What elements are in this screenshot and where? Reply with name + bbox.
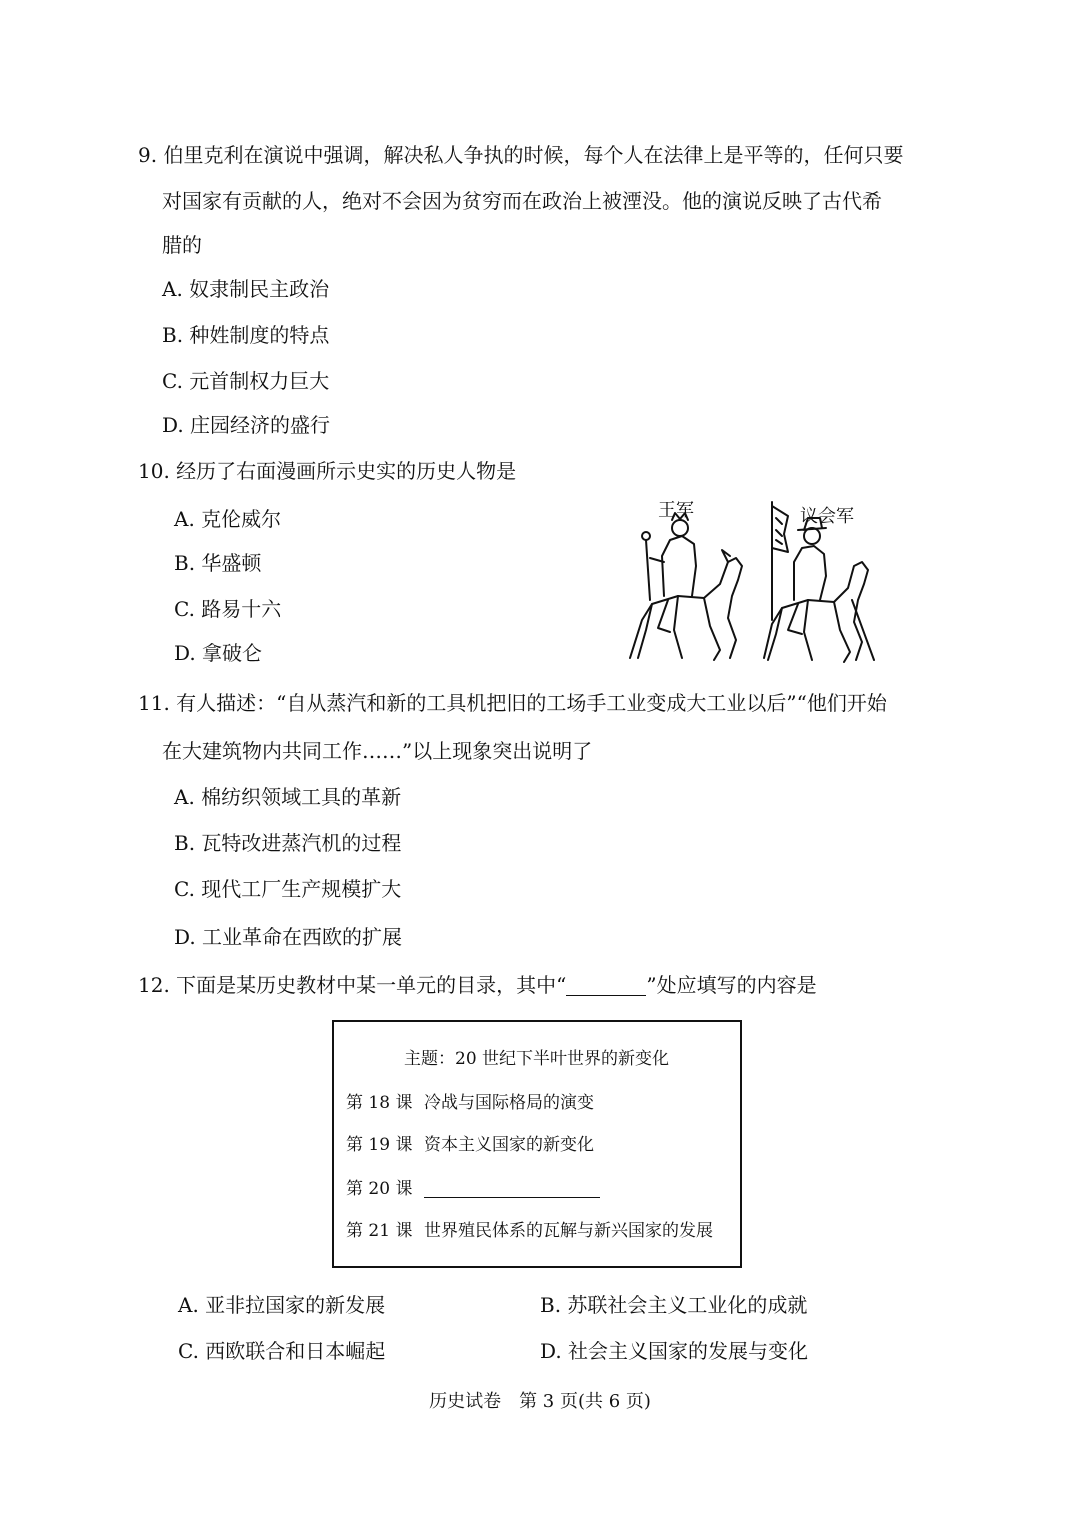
toc-row-18-num: 第 18 课 <box>346 1093 413 1113</box>
toc-row-19-text: 资本主义国家的新变化 <box>424 1135 594 1155</box>
civil-war-cartoon <box>612 500 884 670</box>
q12-option-d: D. 社会主义国家的发展与变化 <box>540 1339 809 1363</box>
q11-option-b: B. 瓦特改进蒸汽机的过程 <box>174 831 402 855</box>
q10-option-a: A. 克伦威尔 <box>174 507 282 531</box>
cartoon-label-parliament-army: 议会军 <box>800 506 854 527</box>
q12-stem-after: ”处应填写的内容是 <box>646 973 817 997</box>
q9-option-c: C. 元首制权力巨大 <box>162 369 330 393</box>
toc-row-21 <box>346 1220 713 1242</box>
q9-stem-line3: 腊的 <box>162 233 202 257</box>
toc-row-19 <box>346 1134 594 1156</box>
q12-stem-before: 12. 下面是某历史教材中某一单元的目录，其中“ <box>138 973 567 997</box>
q11-stem-line1: 11. 有人描述：“自从蒸汽和新的工具机把旧的工场手工业变成大工业以后”“他们开始 <box>138 691 887 715</box>
page-footer: 历史试卷 第 3 页(共 6 页) <box>429 1391 651 1412</box>
q9-option-a: A. 奴隶制民主政治 <box>162 277 330 301</box>
q10-option-d: D. 拿破仑 <box>174 641 263 665</box>
q10-stem: 10. 经历了右面漫画所示史实的历史人物是 <box>138 459 517 483</box>
cartoon-horsemen-drawing <box>612 500 884 670</box>
toc-row-20 <box>346 1178 600 1200</box>
unit-contents-box <box>332 1020 742 1268</box>
q12-option-b: B. 苏联社会主义工业化的成就 <box>540 1293 808 1317</box>
toc-row-21-text: 世界殖民体系的瓦解与新兴国家的发展 <box>424 1221 713 1241</box>
q11-option-a: A. 棉纺织领域工具的革新 <box>174 785 402 809</box>
toc-row-20-blank <box>424 1197 600 1198</box>
q12-stem <box>138 972 817 998</box>
q10-option-b: B. 华盛顿 <box>174 551 262 575</box>
toc-row-18-text: 冷战与国际格局的演变 <box>424 1093 594 1113</box>
q10-option-c: C. 路易十六 <box>174 597 282 621</box>
q12-option-c: C. 西欧联合和日本崛起 <box>178 1339 386 1363</box>
toc-title: 主题：20 世纪下半叶世界的新变化 <box>404 1049 670 1069</box>
toc-row-20-num: 第 20 课 <box>346 1179 413 1199</box>
toc-row-19-num: 第 19 课 <box>346 1135 413 1155</box>
toc-row-18 <box>346 1092 594 1114</box>
q11-option-d: D. 工业革命在西欧的扩展 <box>174 925 403 949</box>
q12-answer-blank <box>566 995 646 996</box>
q9-stem-line1: 9. 伯里克利在演说中强调，解决私人争执的时候，每个人在法律上是平等的，任何只要 <box>138 143 904 167</box>
q12-option-a: A. 亚非拉国家的新发展 <box>178 1293 386 1317</box>
q11-option-c: C. 现代工厂生产规模扩大 <box>174 877 402 901</box>
q11-stem-line2: 在大建筑物内共同工作……”以上现象突出说明了 <box>162 739 593 763</box>
cartoon-label-royal-army: 王军 <box>658 500 694 521</box>
q9-stem-line2: 对国家有贡献的人，绝对不会因为贫穷而在政治上被湮没。他的演说反映了古代希 <box>162 189 882 213</box>
q9-option-b: B. 种姓制度的特点 <box>162 323 330 347</box>
q9-option-d: D. 庄园经济的盛行 <box>162 413 331 437</box>
toc-row-21-num: 第 21 课 <box>346 1221 413 1241</box>
